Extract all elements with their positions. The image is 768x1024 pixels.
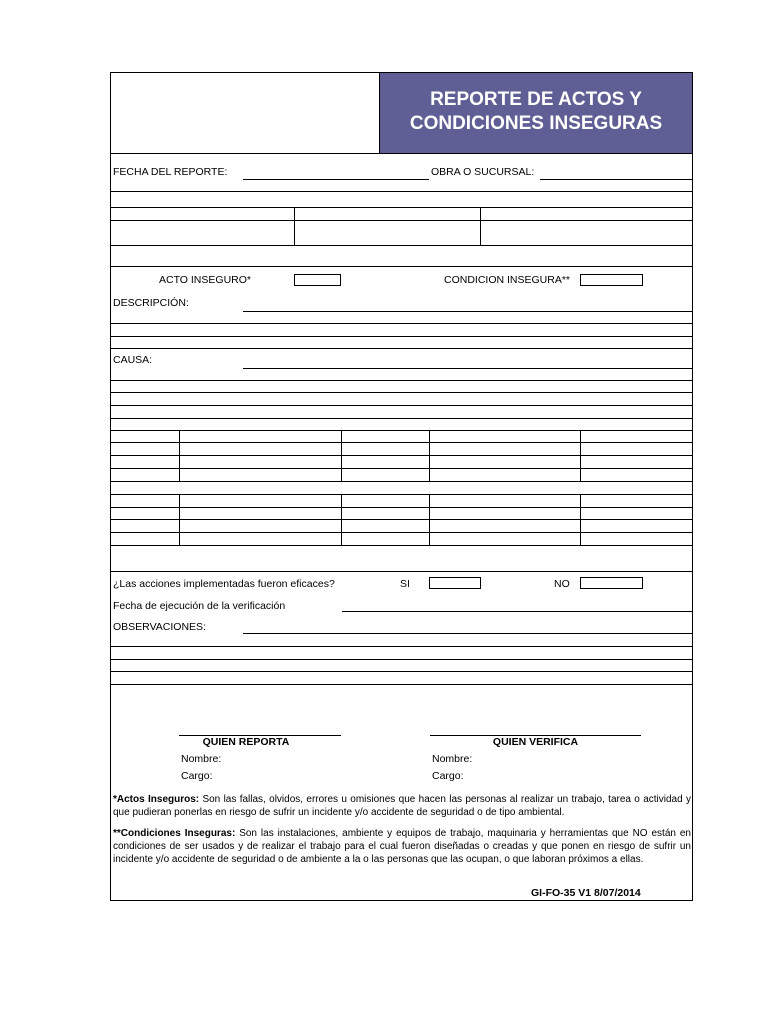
condicion-insegura-checkbox[interactable] bbox=[580, 274, 643, 286]
table-column-line bbox=[341, 430, 342, 481]
condiciones-inseguras-note-text: Son las instalaciones, ambiente y equipos de trabajo, maquinaria y herramientas que NO están en condiciones de ser usados y de realizar el trabajo para el cual fueron diseñadas o creadas y que ponen en riesgo de sufrir un incidente y/o accidente de seguridad o de ambiente a la o las personas que las ocupan, o que laboran próximos a ellas. bbox=[113, 828, 691, 865]
table-column-line bbox=[580, 430, 581, 481]
fecha-verificacion-label: Fecha de ejecución de la verificación bbox=[113, 600, 286, 612]
reporta-cargo-label: Cargo: bbox=[181, 770, 213, 782]
fecha-reporte-label: FECHA DEL REPORTE: bbox=[113, 166, 228, 178]
divider bbox=[110, 153, 693, 154]
fecha-verificacion-field[interactable] bbox=[342, 611, 693, 612]
actos-inseguros-note-label: *Actos Inseguros: bbox=[113, 794, 200, 805]
verifica-nombre-label: Nombre: bbox=[432, 753, 473, 765]
form-title-line2: CONDICIONES INSEGURAS bbox=[409, 113, 663, 134]
obra-sucursal-label: OBRA O SUCURSAL: bbox=[431, 166, 535, 178]
observaciones-line[interactable] bbox=[110, 671, 693, 672]
condicion-insegura-label: CONDICION INSEGURA** bbox=[444, 274, 571, 286]
descripcion-line[interactable] bbox=[110, 323, 693, 324]
quien-reporta-title: QUIEN REPORTA bbox=[202, 736, 290, 748]
divider bbox=[110, 220, 693, 221]
divider bbox=[110, 266, 693, 267]
table-column-line bbox=[429, 494, 430, 545]
table-row-line bbox=[110, 430, 693, 431]
acto-inseguro-label: ACTO INSEGURO* bbox=[159, 274, 251, 286]
descripcion-label: DESCRIPCIÓN: bbox=[113, 297, 189, 309]
table-column-line bbox=[179, 494, 180, 545]
condiciones-inseguras-note-label: **Condiciones Inseguras: bbox=[113, 828, 236, 839]
divider bbox=[110, 245, 693, 246]
observaciones-line[interactable] bbox=[110, 646, 693, 647]
causa-line[interactable] bbox=[110, 392, 693, 393]
table-row-line bbox=[110, 442, 693, 443]
table-column-line bbox=[580, 494, 581, 545]
table-row-line bbox=[110, 507, 693, 508]
descripcion-line[interactable] bbox=[110, 348, 693, 349]
table-row-line bbox=[110, 519, 693, 520]
table-row-line bbox=[110, 545, 693, 546]
table-row-line bbox=[110, 468, 693, 469]
actos-inseguros-note-text: Son las fallas, olvidos, errores u omisiones que hacen las personas al realizar un trabajo, tarea o actividad y que pudieran ponerlas en riesgo de sufrir un incidente y/o accidente de seguridad o de tipo ambiental. bbox=[113, 794, 691, 818]
form-code: GI-FO-35 V1 8/07/2014 bbox=[531, 887, 641, 899]
condiciones-inseguras-note bbox=[113, 827, 691, 866]
causa-field[interactable] bbox=[243, 368, 693, 369]
table-column-line bbox=[429, 430, 430, 481]
observaciones-field[interactable] bbox=[243, 633, 693, 634]
observaciones-line[interactable] bbox=[110, 684, 693, 685]
quien-verifica-title: QUIEN VERIFICA bbox=[492, 736, 579, 748]
obra-sucursal-field[interactable] bbox=[540, 179, 693, 180]
table-row-line bbox=[110, 481, 693, 482]
fecha-reporte-field[interactable] bbox=[243, 179, 429, 180]
causa-line[interactable] bbox=[110, 405, 693, 406]
form-title-line1: REPORTE DE ACTOS Y bbox=[430, 89, 642, 110]
observaciones-label: OBSERVACIONES: bbox=[113, 621, 206, 633]
divider bbox=[110, 191, 693, 192]
causa-label: CAUSA: bbox=[113, 354, 153, 366]
table-column-line bbox=[179, 430, 180, 481]
acto-inseguro-checkbox[interactable] bbox=[294, 274, 341, 286]
column-divider bbox=[480, 207, 481, 245]
table-row-line bbox=[110, 532, 693, 533]
divider bbox=[110, 207, 693, 208]
verifica-cargo-label: Cargo: bbox=[432, 770, 464, 782]
table-column-line bbox=[341, 494, 342, 545]
descripcion-line[interactable] bbox=[110, 336, 693, 337]
divider bbox=[110, 571, 693, 572]
table-row-line bbox=[110, 455, 693, 456]
no-label: NO bbox=[554, 578, 570, 590]
table-row-line bbox=[110, 494, 693, 495]
form-title bbox=[379, 88, 693, 136]
descripcion-field[interactable] bbox=[243, 311, 693, 312]
reporta-nombre-label: Nombre: bbox=[181, 753, 222, 765]
no-checkbox[interactable] bbox=[580, 577, 643, 589]
column-divider bbox=[294, 207, 295, 245]
si-label: SI bbox=[400, 578, 410, 590]
acciones-eficaces-label: ¿Las acciones implementadas fueron eficaces? bbox=[113, 578, 335, 590]
observaciones-line[interactable] bbox=[110, 659, 693, 660]
causa-line[interactable] bbox=[110, 380, 693, 381]
actos-inseguros-note bbox=[113, 793, 691, 819]
causa-line[interactable] bbox=[110, 418, 693, 419]
si-checkbox[interactable] bbox=[429, 577, 481, 589]
